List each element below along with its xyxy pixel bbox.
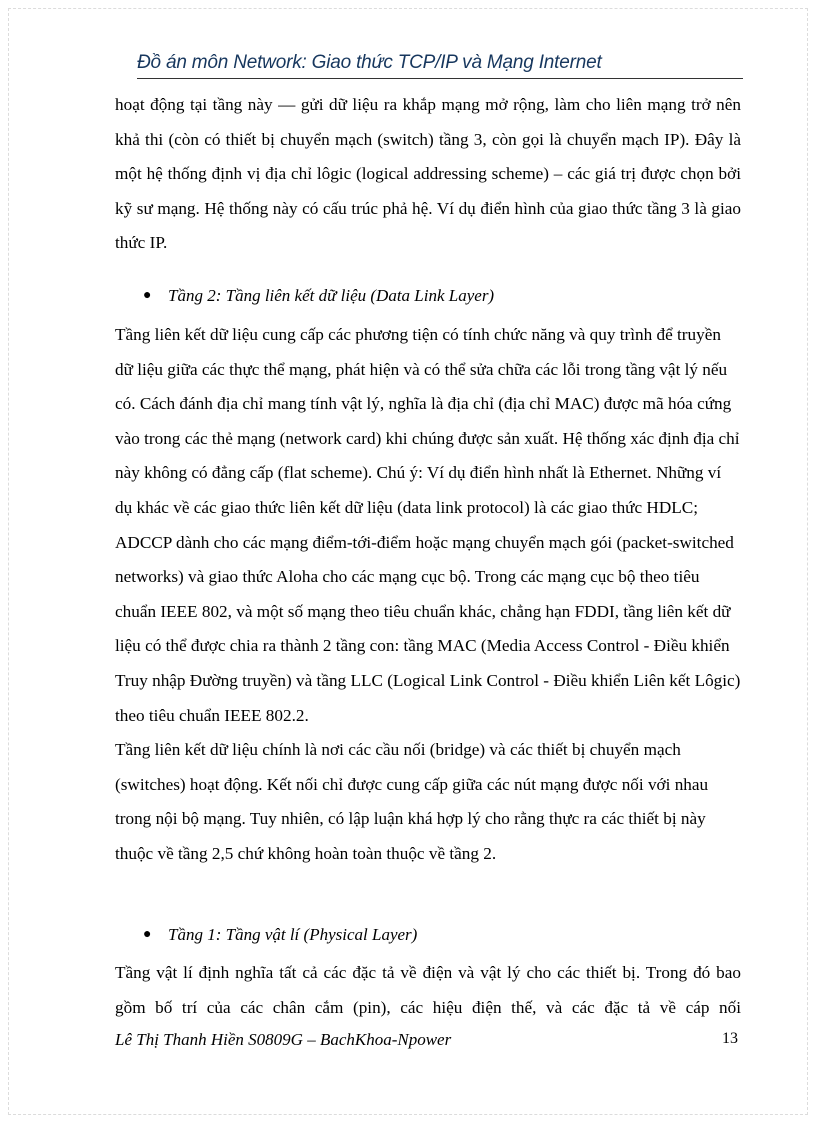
document-header-title: Đồ án môn Network: Giao thức TCP/IP và Mạng Internet <box>137 52 602 73</box>
physical-paragraph-1: Tầng vật lí định nghĩa tất cả các đặc tả về điện và vật lý cho các thiết bị. Trong đó bao gồm bố trí của các chân cắm (pin), các hiệu điện thế, và các đặc tả về cáp nối <box>115 963 741 1017</box>
intro-paragraph: hoạt động tại tầng này — gửi dữ liệu ra khắp mạng mở rộng, làm cho liên mạng trở nên khả thi (còn có thiết bị chuyển mạch (switch) tầng 3, còn gọi là chuyển mạch IP). Đây là một hệ thống định vị địa chỉ lôgic (logical addressing scheme) – các giá trị được chọn bởi kỹ sư mạng. Hệ thống này có cấu trúc phả hệ. Ví dụ điển hình của giao thức tầng 3 là giao thức IP. <box>115 95 741 253</box>
body-text-middle <box>115 318 741 872</box>
bullet-icon: ● <box>143 288 152 303</box>
section-physical <box>115 918 741 953</box>
section-heading-text: Tầng 1: Tầng vật lí (Physical Layer) <box>168 925 418 944</box>
section-data-link <box>115 279 741 314</box>
section-heading-text: Tầng 2: Tầng liên kết dữ liệu (Data Link Layer) <box>168 286 495 305</box>
data-link-paragraph-1: Tầng liên kết dữ liệu cung cấp các phương tiện có tính chức năng và quy trình để truyền dữ liệu giữa các thực thể mạng, phát hiện và có thể sửa chữa các lỗi trong tầng vật lý nếu có. Cách đánh địa chỉ mang tính vật lý, nghĩa là địa chỉ (địa chỉ MAC) được mã hóa cứng vào trong các thẻ mạng (network card) khi chúng được sản xuất. Hệ thống xác định địa chỉ này không có đẳng cấp (flat scheme). Chú ý: Ví dụ điển hình nhất là Ethernet. Những ví dụ khác về các giao thức liên kết dữ liệu (data link protocol) là các giao thức HDLC; ADCCP dành cho các mạng điểm-tới-điểm hoặc mạng chuyển mạch gói (packet-switched networks) và giao thức Aloha cho các mạng cục bộ. Trong các mạng cục bộ theo tiêu chuẩn IEEE 802, và một số mạng theo tiêu chuẩn khác, chẳng hạn FDDI, tầng liên kết dữ liệu có thể được chia ra thành 2 tầng con: tầng MAC (Media Access Control - Điều khiển Truy nhập Đường truyền) và tầng LLC (Logical Link Control - Điều khiển Liên kết Lôgic) theo tiêu chuẩn IEEE 802.2. <box>115 325 741 725</box>
data-link-paragraph-2: Tầng liên kết dữ liệu chính là nơi các cầu nối (bridge) và các thiết bị chuyển mạch (switches) hoạt động. Kết nối chỉ được cung cấp giữa các nút mạng được nối với nhau trong nội bộ mạng. Tuy nhiên, có lập luận khá hợp lý cho rằng thực ra các thiết bị này thuộc về tầng 2,5 chứ không hoàn toàn thuộc về tầng 2. <box>115 740 709 863</box>
header-rule <box>137 78 743 79</box>
body-text-top <box>115 88 741 261</box>
body-text-bottom <box>115 956 741 1025</box>
footer-author: Lê Thị Thanh Hiền S0809G – BachKhoa-Npower <box>115 1030 452 1049</box>
page-number: 13 <box>722 1030 738 1047</box>
section-heading-physical <box>115 918 741 953</box>
section-heading-data-link <box>115 279 741 314</box>
bullet-icon: ● <box>143 927 152 942</box>
